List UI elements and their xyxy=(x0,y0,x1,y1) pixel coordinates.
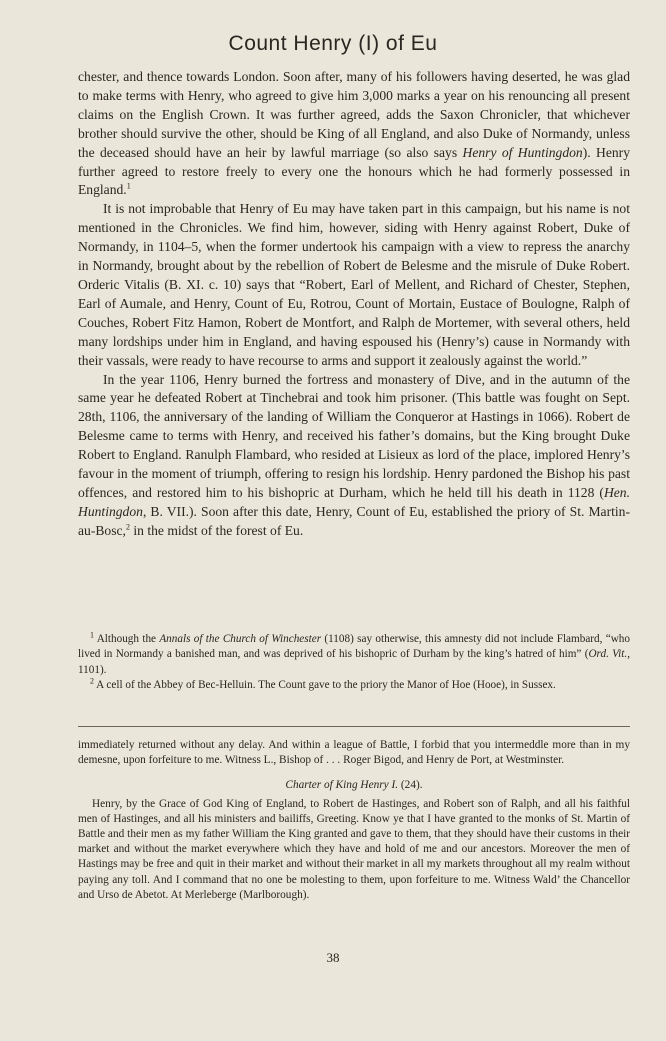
work-title: Ord. Vit. xyxy=(588,648,628,661)
footnote-1: $^1$ Although the Annals of the Church of Winchester (1108) say otherwise, this amnesty did not include Flambard, “who lived in Normandy a banished man, and was deprived of his bishopric of Durham by the king’s hatred of him” (Ord. Vit., 1101). xyxy=(78,630,630,676)
paragraph-1: chester, and thence towards London. Soon after, many of his followers having deserted, he was glad to make terms with Henry, who agreed to give him 3,000 marks a year on his renouncing all present claims on the English Crown. It was further agreed, adds the Saxon Chronicler, that whichever brother should survive the other, should be King of all England, and also Duke of Normandy, unless the deceased should have an heir by lawful marriage (so also says Henry of Huntingdon). Henry further agreed to restore freely to every one the honours which he had formerly possessed in England.$^1$ xyxy=(78,69,630,198)
footnote-2: $^2$ A cell of the Abbey of Bec-Helluin. The Count gave to the priory the Manor of Hoe (Hooe), in Sussex. xyxy=(90,676,556,692)
work-title: Henry of Huntingdon xyxy=(462,144,583,160)
footnotes xyxy=(78,632,630,694)
footnote-marker: 2 xyxy=(90,676,94,686)
charter-section xyxy=(78,738,630,903)
footnote-ref-2[interactable]: 2 xyxy=(125,522,130,532)
charter-title: Charter of King Henry I. (24). xyxy=(285,779,423,792)
main-text xyxy=(78,68,630,541)
paragraph-3: In the year 1106, Henry burned the fortress and monastery of Dive, and in the autumn of the same year he defeated Robert at Tinchebrai and took him prisoner. (This battle was fought on Sept. 28th, 1106, the anniversary of the landing of William the Conqueror at Hastings in 1066). Robert de Belesme came to terms with Henry, and received his father’s domains, but the King brought Duke Robert to England. Ranulph Flambard, who resided at Lisieux as lord of the place, implored Henry’s favour in the moment of triumph, offering to resign his lordship. Henry pardoned the Bishop his past offences, and restored him to his bishopric at Durham, which he held till his death in 1128 (Hen. Huntingdon, B. VII.). Soon after this date, Henry, Count of Eu, established the priory of St. Martin-au-Bosc,$^2$ in the midst of the forest of Eu. xyxy=(78,371,630,538)
work-title: Annals of the Church of Winchester xyxy=(159,633,322,645)
footnote-marker: 1 xyxy=(90,630,94,640)
charter-text: Henry, by the Grace of God King of England, to Robert de Hastinges, and Robert son of Ralph, and all his faithful men of Hastinges, and all his ministers and bailiffs, Greeting. Know ye that I have granted to the monks of St. Martin of Battle and their men as my father William the King granted and gave to them, that they should have their customs in their market and without the market everywhere which they have and hold of me and our ancestors. Moreover the men of Hastings may be free and quit in their market and without their market in all my markets throughout all my realm without paying any toll. And I command that no one be molesting to them, upon forfeiture to me. Witness Wald’ the Chancellor and Urso de Abetot. At Merleberge (Marlborough). xyxy=(78,797,630,901)
running-header: Count Henry (I) of Eu xyxy=(228,32,438,55)
page-number: 38 xyxy=(326,950,340,965)
footnote-ref-1[interactable]: 1 xyxy=(126,181,131,191)
paragraph-2: It is not improbable that Henry of Eu may have taken part in this campaign, but his name is not mentioned in the Chronicles. We find him, however, siding with Henry against Robert, Duke of Normandy, in 1104–5, when the former undertook his campaign with a view to repress the anarchy in Normandy, brought about by the rebellion of Robert de Belesme and the misrule of Duke Robert. Orderic Vitalis (B. XI. c. 10) says that “Robert, Earl of Mellent, and Richard of Chester, Stephen, Earl of Aumale, and Henry, Count of Eu, Rotrou, Count of Mortain, Eustace of Boulogne, Ralph of Couches, Robert Fitz Hamon, Robert de Montfort, and Ralph de Mortemer, with several others, held many lordships under him in England, and having espoused his (Henry’s) cause in Normandy with their vassals, were ready to have recourse to arms and support it zealously against the world.” xyxy=(78,201,630,368)
charter-intro: immediately returned without any delay. And within a league of Battle, I forbid that you intermeddle more than in my demesne, upon forfeiture to me. Witness L., Bishop of . . . Roger Bigod, and Henry de Port, at Westminster. xyxy=(78,739,630,767)
section-divider xyxy=(78,726,630,727)
work-title: Hen. Huntingdon xyxy=(78,484,630,519)
